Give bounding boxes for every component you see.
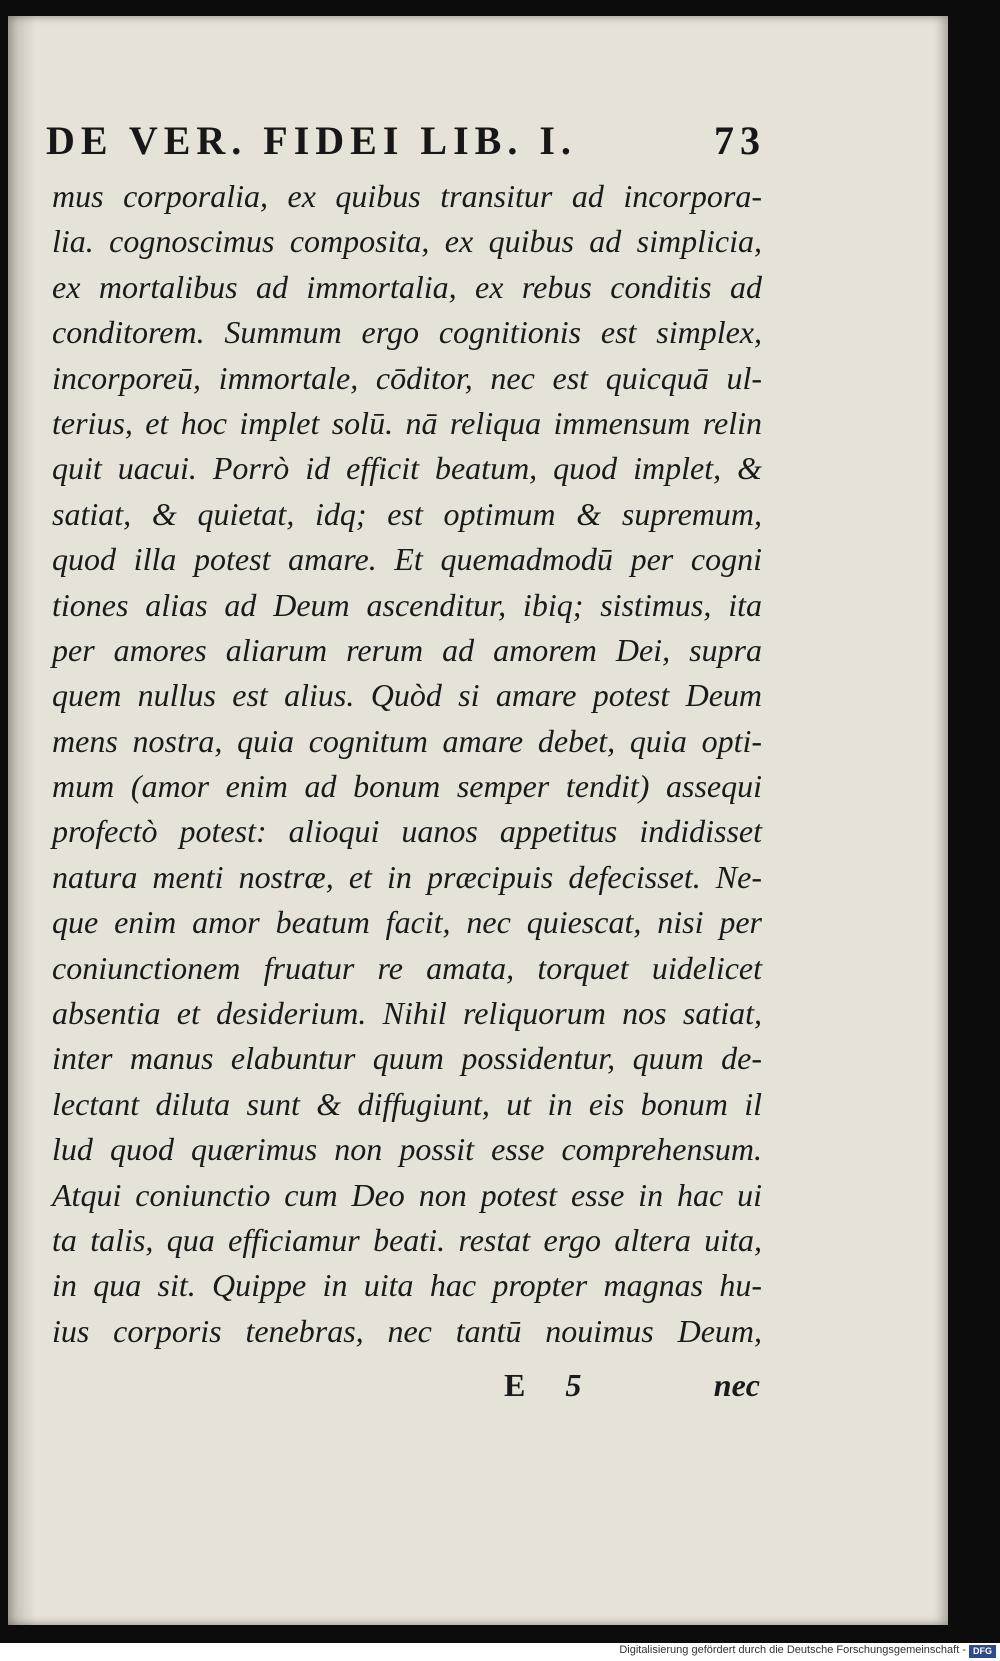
text-line: quem nullus est alius. Quòd si amare potest Deum: [52, 677, 762, 714]
text-line: inter manus elabuntur quum possidentur, quum de-: [52, 1040, 762, 1077]
text-line: absentia et desiderium. Nihil reliquorum nos satiat,: [52, 995, 762, 1032]
text-line: satiat, & quietat, idq; est optimum & supremum,: [52, 495, 762, 532]
catchword: nec: [713, 1366, 760, 1403]
text-line: in qua sit. Quippe in uita hac propter magnas hu-: [52, 1267, 762, 1304]
page-number: 73: [714, 117, 766, 163]
text-line: quit uacui. Porrò id efficit beatum, quod implet, &: [52, 450, 762, 487]
running-head: [46, 114, 766, 166]
text-line: ta talis, qua efficiamur beati. restat ergo altera uita,: [52, 1221, 762, 1258]
text-line: lud quod quærimus non possit esse comprehensum.: [52, 1131, 762, 1168]
text-line: ex mortalibus ad immortalia, ex rebus conditis ad: [52, 268, 762, 305]
text-line: terius, et hoc implet solū. nā reliqua immensum relin: [52, 404, 762, 441]
signature-number: 5: [565, 1366, 582, 1403]
text-line: ius corporis tenebras, nec tantū nouimus Deum,: [52, 1312, 762, 1349]
text-line: natura menti nostræ, et in præcipuis defecisset. Ne-: [52, 858, 762, 895]
running-head-title: DE VER. FIDEI LIB. I.: [46, 117, 577, 163]
text-line: incorporeū, immortale, cōditor, nec est quicquā ul-: [52, 359, 762, 396]
signature-mark: [504, 1367, 581, 1404]
text-line: mens nostra, quia cognitum amare debet, quia opti-: [52, 722, 762, 759]
gutter-shadow: [8, 16, 36, 1625]
text-line: mus corporalia, ex quibus transitur ad incorpora-: [52, 178, 762, 214]
text-line: per amores aliarum rerum ad amorem Dei, supra: [52, 631, 762, 668]
text-line: tiones alias ad Deum ascenditur, ibiq; sistimus, ita: [52, 586, 762, 623]
text-line: Atqui coniunctio cum Deo non potest esse in hac ui: [52, 1176, 762, 1213]
text-line: lectant diluta sunt & diffugiunt, ut in eis bonum il: [52, 1085, 762, 1122]
text-line: profectò potest: alioqui uanos appetitus indidisset: [52, 813, 762, 850]
digitization-credit-bar: [0, 1643, 1000, 1661]
page-footer: [504, 1362, 760, 1408]
text-line: coniunctionem fruatur re amata, torquet uidelicet: [52, 949, 762, 986]
signature-letter: E: [504, 1366, 526, 1403]
text-line: lia. cognoscimus composita, ex quibus ad simplicia,: [52, 223, 762, 260]
credit-text: Digitalisierung gefördert durch die Deutsche Forschungsgemeinschaft -: [619, 1644, 966, 1656]
dfg-logo: DFG: [969, 1645, 996, 1658]
text-line: mum (amor enim ad bonum semper tendit) assequi: [52, 768, 762, 805]
text-line: quod illa potest amare. Et quemadmodū per cogni: [52, 541, 762, 578]
text-line: que enim amor beatum facit, nec quiescat, nisi per: [52, 904, 762, 941]
text-line: conditorem. Summum ergo cognitionis est simplex,: [52, 314, 762, 351]
body-text: [52, 174, 762, 1354]
book-page: [8, 16, 948, 1625]
